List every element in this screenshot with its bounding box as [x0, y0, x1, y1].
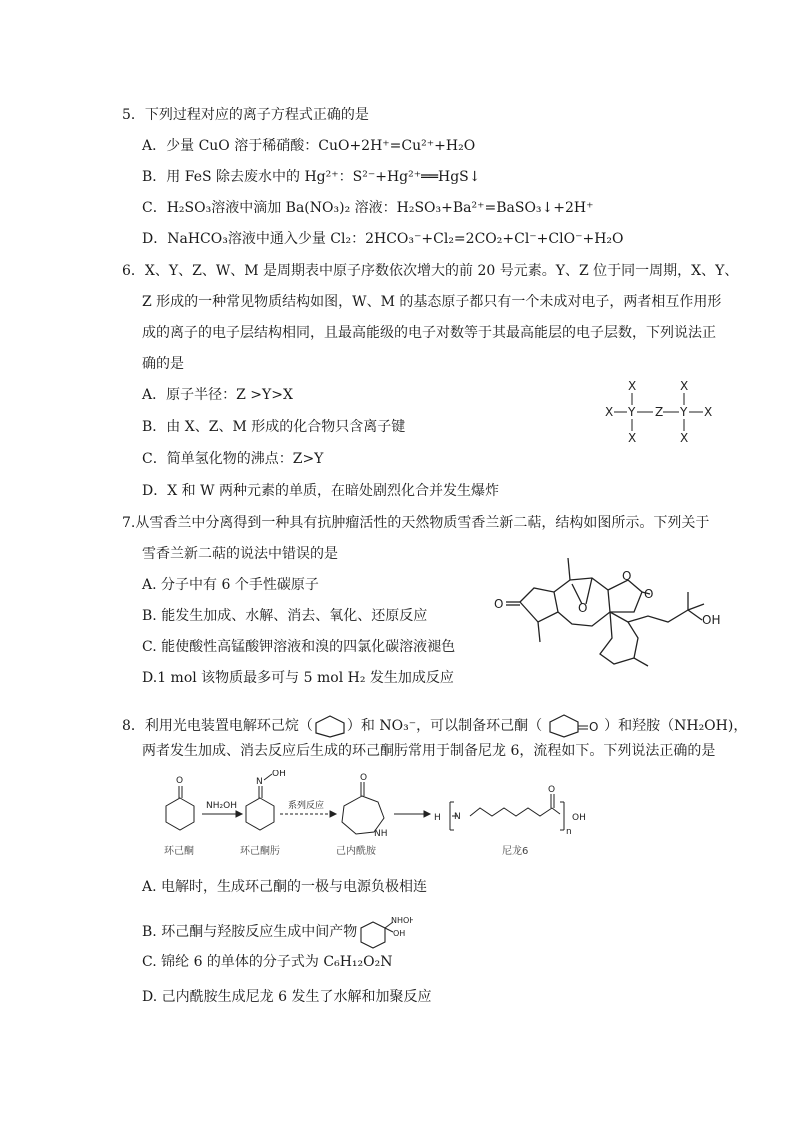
q8-nylon-h: H [434, 813, 441, 823]
q8-ketone-o: O [176, 776, 184, 786]
q6-atom-x: X [680, 431, 689, 445]
q6-option-b: B．由 X、Z、M 形成的化合物只含离子键 [142, 419, 406, 435]
q7-option-d: D.1 mol 该物质最多可与 5 mol H₂ 发生加成反应 [142, 670, 454, 686]
q8-option-c: C. 锦纶 6 的单体的分子式为 C₆H₁₂O₂N [142, 954, 393, 970]
q6-atom-x: X [628, 431, 637, 445]
q8-number: 8． [122, 718, 145, 734]
q8-caption-nylon6: 尼龙6 [502, 846, 529, 857]
q8-option-a: A. 电解时，生成环己酮的一极与电源负极相连 [142, 879, 428, 895]
q6-atom-x: X [628, 379, 637, 393]
q8-nylon-n: N [454, 812, 461, 822]
q8-reagent-nh2oh: NH₂OH [206, 801, 237, 811]
q8-intermediate-nhoh: NHOH [391, 916, 414, 925]
q8-nylon-o: O [548, 785, 556, 795]
q8-option-d: D. 己内酰胺生成尼龙 6 发生了水解和加聚反应 [142, 989, 432, 1005]
q8-caption-caprolactam: 己内酰胺 [336, 846, 376, 857]
q5-option-a-eq: CuO+2H⁺=Cu²⁺+H₂O [318, 138, 476, 154]
q6-option-a: A．原子半径：Z >Y>X [142, 387, 293, 403]
q7-option-c: C. 能使酸性高锰酸钾溶液和溴的四氯化碳溶液褪色 [142, 639, 456, 655]
q8-caption-oxime: 环己酮肟 [240, 846, 280, 857]
q6-number: 6． [122, 263, 145, 279]
q8-intermediate-oh: OH [393, 929, 406, 938]
q6-atom-x: X [605, 405, 614, 419]
cyclohexanone-icon [542, 712, 604, 740]
q8-nylon-oh: OH [572, 813, 586, 823]
q8-caption-cyclohexanone: 环己酮 [164, 846, 194, 857]
q8-reagent-series: 系列反应 [288, 801, 325, 811]
q5-option-d: D．NaHCO₃溶液中通入少量 Cl₂：2HCO₃⁻+Cl₂=2CO₂+Cl⁻+ClO⁻+H₂O [142, 231, 624, 247]
q6-atom-y: Y [628, 405, 636, 419]
q5-stem-text: 下列过程对应的离子方程式正确的是 [144, 107, 369, 123]
q6-atom-x: X [680, 379, 689, 393]
q6-stem-line-3: 成的离子的电子层结构相同，且最高能级的电子对数等于其最高能层的电子层数，下列说法正 [142, 325, 716, 341]
q5-option-c: C．H₂SO₃溶液中滴加 Ba(NO₃)₂ 溶液：H₂SO₃+Ba²⁺=BaSO₃↓+2H⁺ [142, 200, 594, 216]
q8-oxime-oh: OH [272, 770, 286, 779]
q7-atom-lactone-o: O [622, 569, 632, 583]
q5-option-a: A．少量 CuO 溶于稀硝酸：CuO+2H⁺=Cu²⁺+H₂O [142, 138, 476, 154]
cyclohexanone-icon-o-label: O [589, 720, 599, 734]
q7-atom-ketone-o: O [494, 597, 504, 611]
q7-stem-line-1: 7.从雪香兰中分离得到一种具有抗肿瘤活性的天然物质雪香兰新二萜，结构如图所示。下列关于 [122, 515, 710, 531]
q5-option-b-text: 用 FeS 除去废水中的 Hg²⁺：S²⁻+Hg²⁺══HgS↓ [166, 169, 481, 185]
q8-intermediate-structure [357, 914, 413, 950]
q5-number: 5． [122, 107, 145, 123]
q7-atom-carbonyl-o: O [644, 587, 654, 601]
q8-nylon-n-index: n [566, 827, 572, 837]
q8-lactam-nh: NH [374, 829, 388, 839]
cyclohexane-icon [313, 714, 347, 738]
q5-option-d-text: NaHCO₃溶液中通入少量 Cl₂：2HCO₃⁻+Cl₂=2CO₂+Cl⁻+ClO⁻+H₂O [167, 231, 624, 247]
q7-structure-diagram [492, 550, 732, 670]
q7-number: 7. [122, 515, 136, 531]
q6-stem-line-2: Z 形成的一种常见物质结构如图，W、M 的基态原子都只有一个未成对电子，两者相互作用形 [142, 294, 722, 310]
q8-option-b: B. 环己酮与羟胺反应生成中间产物 NHOH OH [142, 914, 413, 950]
q5-option-b: B．用 FeS 除去废水中的 Hg²⁺：S²⁻+Hg²⁺══HgS↓ [142, 169, 481, 185]
q6-atom-x: X [704, 405, 713, 419]
q6-atom-y: Y [680, 405, 688, 419]
q8-flow-diagram [150, 770, 620, 860]
q7-atom-ether-o: O [578, 601, 588, 615]
q5-option-c-text: H₂SO₃溶液中滴加 Ba(NO₃)₂ 溶液：H₂SO₃+Ba²⁺=BaSO₃↓+2H⁺ [166, 200, 594, 216]
q7-stem-line-2: 雪香兰新二萜的说法中错误的是 [142, 546, 338, 562]
q7-option-a: A. 分子中有 6 个手性碳原子 [142, 577, 319, 593]
q8-lactam-o: O [360, 773, 368, 783]
q8-stem-line-2: 两者发生加成、消去反应后生成的环己酮肟常用于制备尼龙 6，流程如下。下列说法正确的是 [142, 743, 716, 759]
q6-stem-line-4: 确的是 [142, 356, 184, 372]
q5-stem [122, 106, 369, 124]
q7-atom-oh: OH [702, 613, 721, 627]
q7-option-b: B. 能发生加成、水解、消去、氧化、还原反应 [142, 608, 428, 624]
q8-oxime-n: N [256, 777, 263, 787]
q6-stem-line-1: 6．X、Y、Z、W、M 是周期表中原子序数依次增大的前 20 号元素。Y、Z 位于同一周期，X、Y、 [122, 263, 739, 279]
q6-option-d: D．X 和 W 两种元素的单质，在暗处剧烈化合并发生爆炸 [142, 483, 499, 499]
q6-atom-z: Z [655, 405, 664, 419]
q8-stem-line-1: 8．利用光电装置电解环己烷（ ）和 NO₃⁻，可以制备环己酮（ O ）和羟胺（NH₂OH)， [122, 712, 747, 740]
q6-option-c: C．简单氢化物的沸点：Z>Y [142, 451, 324, 467]
q6-structure-diagram [600, 378, 720, 448]
